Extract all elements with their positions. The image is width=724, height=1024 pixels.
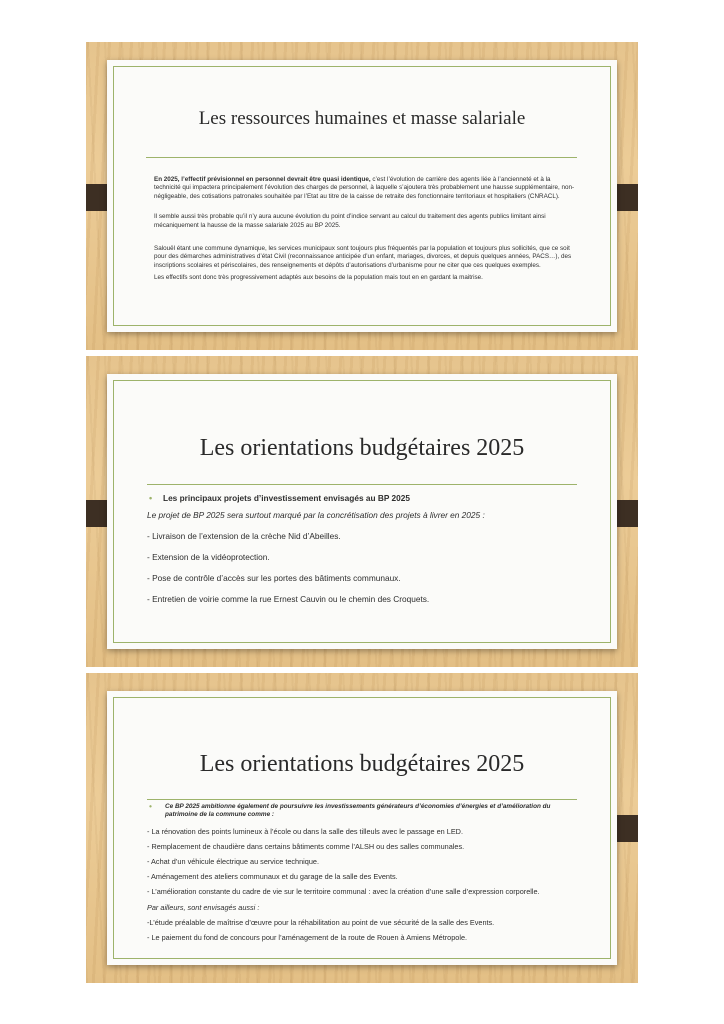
bullet-heading <box>147 493 577 503</box>
list-item: - Aménagement des ateliers communaux et du garage de la salle des Events. <box>147 872 398 881</box>
paragraph-staff-adapted: Les effectifs sont donc très progressivement adaptés aux besoins de la population mais tout en en gardant la maitrise. <box>154 274 483 282</box>
list-item: - Extension de la vidéoprotection. <box>147 552 270 562</box>
paragraph-staffing-text: c’est l’évolution de carrière des agents liée à l’ancienneté et à la technicité qui impactera principalement l’évolution des charges de personnel, à laquelle s’ajoutera très probablement une hausse supplémentaire, non-négligeable, des cotisations patronales souhaitée par l’Etat au titre de la caisse de retraite des fonctionnaire territoriaux et hospitaliers (CNRACL). <box>154 176 575 200</box>
paragraph-staffing-bold: En 2025, l’effectif prévisionnel en personnel devrait être quasi identique, <box>154 176 371 183</box>
intro-text: Le projet de BP 2025 sera surtout marqué par la concrétisation des projets à livrer en 2025 : <box>147 510 485 520</box>
slide-title: Les orientations budgétaires 2025 <box>199 751 525 777</box>
paragraph-index-point: Il semble aussi très probable qu’il n’y aura aucune évolution du point d’indice servant au calcul du traitement des agents publics limitant ainsi mécaniquement la hausse de la masse salariale 2025 au BP 2025. <box>154 213 546 229</box>
list-item: - Le paiement du fond de concours pour l’aménagement de la route de Rouen à Amiens Métropole. <box>147 933 468 942</box>
slide-body <box>147 803 577 942</box>
lead-bullet <box>147 803 577 819</box>
slide-body <box>154 176 577 283</box>
list-item: - Pose de contrôle d’accès sur les portes des bâtiments communaux. <box>147 573 401 583</box>
bullet-heading-text: Les principaux projets d’investissement envisagés au BP 2025 <box>163 493 411 503</box>
lead-text: Ce BP 2025 ambitionne également de poursuivre les investissements générateurs d’économies d’énergies et d’amélioration du patrimoine de la commune comme : <box>165 803 551 818</box>
paragraph-staffing <box>154 176 577 201</box>
slide-panel <box>107 691 617 965</box>
title-rule <box>147 799 577 800</box>
slide-title: Les orientations budgétaires 2025 <box>199 435 525 461</box>
bullet-icon: • <box>149 493 153 503</box>
title-rule <box>147 484 577 485</box>
slide-budget-orientations-1 <box>86 356 638 667</box>
list-item: - La rénovation des points lumineux à l’école ou dans la salle des tilleuls avec le passage en LED. <box>147 827 463 836</box>
slide-panel <box>107 374 617 649</box>
paragraph-services: Salouël étant une commune dynamique, les services municipaux sont toujours plus fréquentés par la population et toujours plus sollicités, que ce soit pour des démarches administratives d’état Civil (reconnaissance anticipée d’un enfant, mariages, divorces, et depuis quelques années, PACS…), des inscriptions scolaires et périscolaires, des renseignements et dépôts d’autorisations d’urbanisme pour ne citer que ces quelques exemples. <box>154 245 572 269</box>
list-item: - Achat d’un véhicule électrique au service technique. <box>147 857 319 866</box>
slide-budget-orientations-2 <box>86 673 638 983</box>
slide-title: Les ressources humaines et masse salariale <box>198 108 526 129</box>
slide-hr-payroll <box>86 42 638 350</box>
bullet-icon: • <box>149 802 152 811</box>
title-rule <box>146 157 577 158</box>
slide-panel <box>107 60 617 332</box>
list-item: - L’amélioration constante du cadre de vie sur le territoire communal : avec la création d’une salle d’expression corporelle. <box>147 887 540 896</box>
list-item: - Remplacement de chaudière dans certains bâtiments comme l’ALSH ou des salles communales. <box>147 842 465 851</box>
list-item: - Livraison de l’extension de la crèche Nid d’Abeilles. <box>147 531 341 541</box>
also-label: Par ailleurs, sont envisagés aussi : <box>147 903 260 912</box>
slide-body <box>147 493 577 604</box>
list-item: -L’étude préalable de maîtrise d’œuvre pour la réhabilitation au point de vue sécurité de la salle des Events. <box>147 918 495 927</box>
list-item: - Entretien de voirie comme la rue Ernest Cauvin ou le chemin des Croquets. <box>147 594 430 604</box>
